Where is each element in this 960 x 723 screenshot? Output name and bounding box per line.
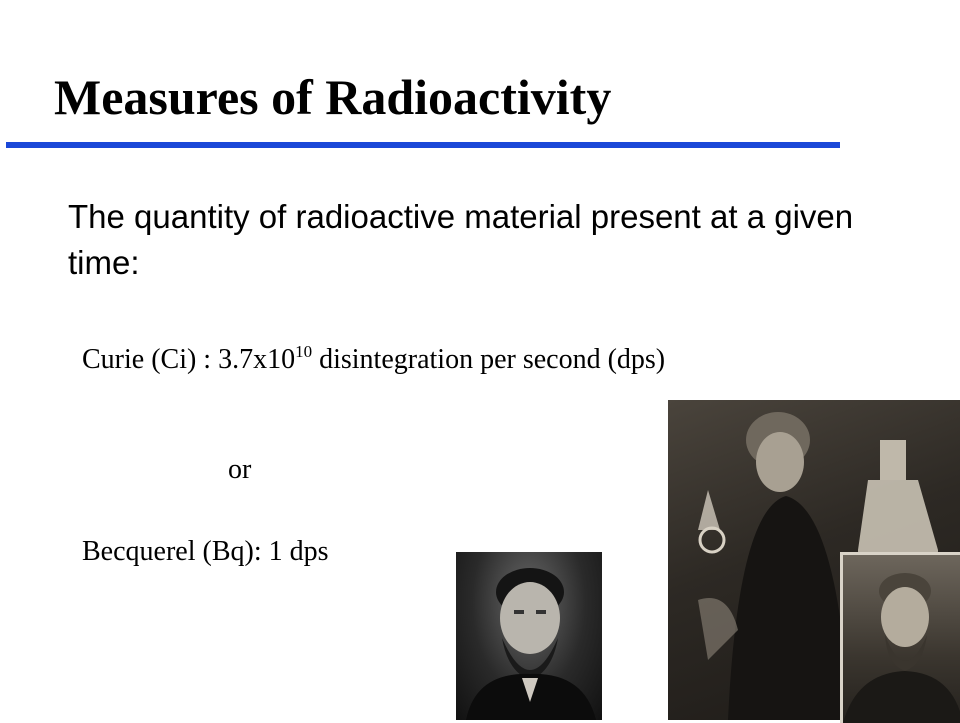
curie-definition bbox=[82, 342, 666, 375]
curie-exponent: 10 bbox=[295, 342, 313, 361]
intro-text: The quantity of radioactive material present at a given time: bbox=[68, 198, 854, 281]
becquerel-definition: Becquerel (Bq): 1 dps bbox=[82, 536, 329, 567]
curie-rest: disintegration per second (dps) bbox=[312, 344, 666, 375]
slide-title: Measures of Radioactivity bbox=[54, 69, 612, 125]
becquerel-portrait bbox=[456, 552, 602, 720]
curie-label: Curie (Ci) : 3.7x10 bbox=[82, 344, 296, 375]
title-underline bbox=[6, 142, 840, 148]
or-text: or bbox=[228, 454, 252, 485]
pierre-curie-portrait bbox=[840, 552, 960, 723]
